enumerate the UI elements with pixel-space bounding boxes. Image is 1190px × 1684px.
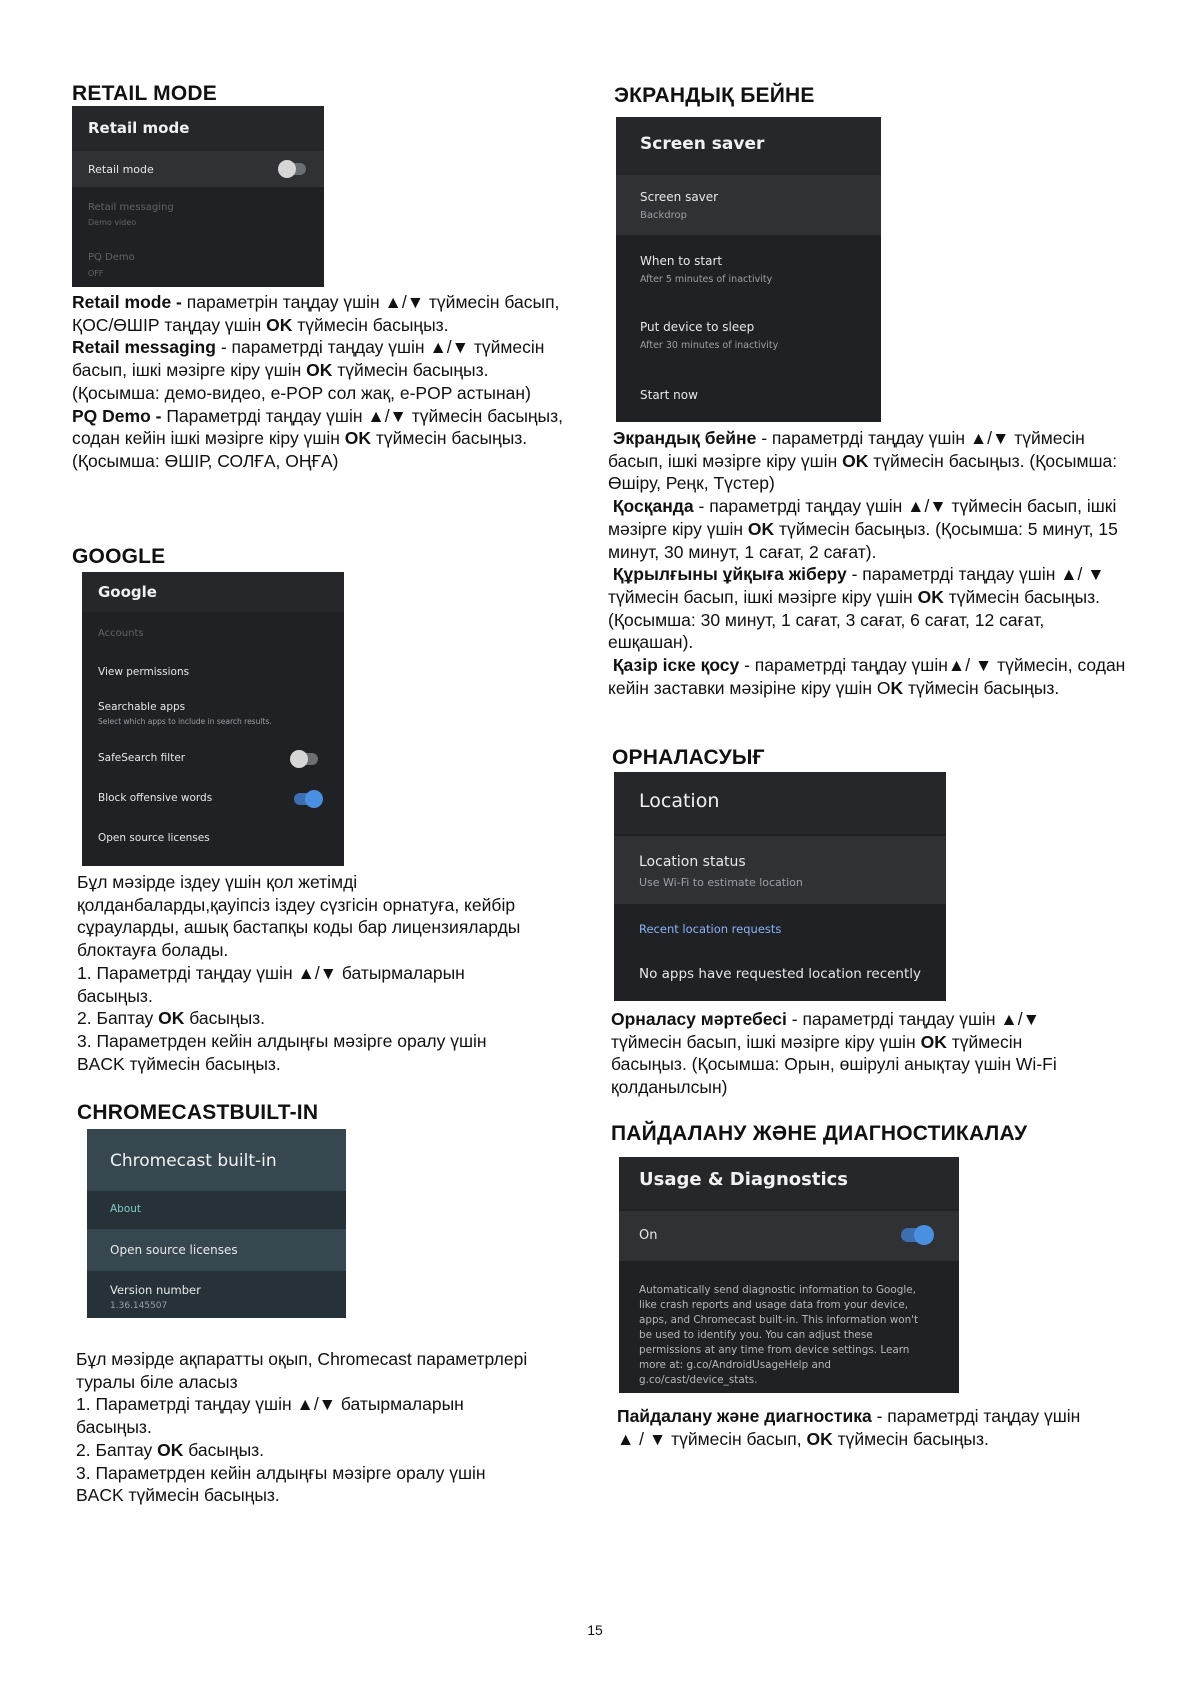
screen-saver-heading: ЭКРАНДЫҚ БЕЙНЕ — [614, 84, 815, 107]
panel-title: Screen saver — [616, 117, 881, 175]
block-words-toggle[interactable] — [294, 793, 320, 805]
usage-description-row — [619, 1277, 959, 1387]
when-to-start-row[interactable]: When to start After 5 minutes of inactivity — [640, 254, 773, 285]
usage-on-row[interactable]: On — [619, 1211, 959, 1261]
searchable-apps-row[interactable]: Searchable apps Select which apps to include in search results. — [98, 701, 272, 726]
open-source-licenses-row[interactable]: Open source licenses — [87, 1229, 346, 1271]
usage-heading: ПАЙДАЛАНУ ЖӘНЕ ДИАГНОСТИКАЛАУ — [611, 1122, 1028, 1145]
view-permissions-row[interactable]: View permissions — [98, 666, 190, 678]
usage-description: Пайдалану және диагностика - параметрді таңдау үшін ▲ / ▼ түймесін басып, OK түймесін басыңыз. — [617, 1406, 1081, 1449]
safesearch-row[interactable]: SafeSearch filter — [82, 740, 344, 776]
usage-description-text: Automatically send diagnostic information to Google, like crash reports and usage data from your device, apps, and Chromecast built-in. This information won't be used to identify you. You can adjust these permissions at any time from device settings. Learn more at: g.co/AndroidUsageHelp and g.co/cast/device_stats. — [639, 1284, 919, 1386]
retail-messaging-row[interactable]: Retail messaging Demo video — [88, 202, 174, 227]
retail-mode-row[interactable]: Retail mode — [72, 151, 324, 187]
retail-mode-toggle[interactable] — [280, 163, 306, 175]
usage-panel — [619, 1157, 959, 1393]
screen-saver-row[interactable]: Screen saver Backdrop — [616, 175, 881, 235]
retail-mode-description: Retail mode - параметрін таңдау үшін ▲/▼ түймесін басып, ҚОС/ӨШІР таңдау үшін OK түймесін басыңыз. Retail messaging - параметрді таңдау үшін ▲/▼ түймесін басып, ішкі мәзірге кіру үшін OK түймесін басыңыз. (Қосымша: демо-видео, e-POP сол жақ, e-POP астынан) PQ Demo - Параметрді таңдау үшін ▲/▼ түймесін басыңыз, содан кейін ішкі мәзірге кіру үшін OK түймесін басыңыз. (Қосымша: ӨШІР, СОЛҒА, ОҢҒА) — [72, 292, 564, 471]
panel-title: Location — [614, 772, 946, 834]
retail-mode-heading: RETAIL MODE — [72, 82, 217, 105]
location-description: Орналасу мәртебесі - параметрді таңдау үшін ▲/▼ түймесін басып, ішкі мәзірге кіру үшін OK түймесін басыңыз. (Қосымша: Орын, өшірулі анықтау үшін Wi-Fi қолданылсын) — [611, 1009, 1057, 1098]
screen-saver-panel — [616, 117, 881, 422]
location-heading: ОРНАЛАСУЫҒ — [612, 746, 765, 769]
put-device-to-sleep-row[interactable]: Put device to sleep After 30 minutes of inactivity — [640, 320, 779, 351]
recent-location-requests-row[interactable]: Recent location requests — [639, 922, 782, 936]
panel-title: Usage & Diagnostics — [619, 1157, 959, 1209]
retail-mode-panel — [72, 106, 324, 287]
chromecast-panel — [87, 1129, 346, 1318]
panel-title: Chromecast built-in — [87, 1129, 346, 1191]
page-number: 15 — [587, 1622, 603, 1638]
chromecast-heading: CHROMECASTBUILT-IN — [77, 1101, 319, 1124]
screen-saver-description: Экрандық бейне - параметрді таңдау үшін ▲/▼ түймесін басып, ішкі мәзірге кіру үшін OK түймесін басыңыз. (Қосымша: Өшіру, Реңк, Түстер) Қосқанда - параметрді таңдау үшін ▲/▼ түймесін басып, ішкі мәзірге кіру үшін OK түймесін басыңыз. (Қосымша: 5 минут, 15 минут, 30 минут, 1 сағат, 2 сағат). Құрылғыны ұйқыға жіберу - параметрді таңдау үшін ▲/ ▼ түймесін басып, ішкі мәзірге кіру үшін OK түймесін басыңыз. (Қосымша: 30 минут, 1 сағат, 3 сағат, 6 сағат, 12 сағат, ешқашан). Қазір іске қосу - параметрді таңдау үшін▲/ ▼ түймесін, содан кейін заставки мәзіріне кіру үшін ОK түймесін басыңыз. — [608, 428, 1126, 698]
about-row[interactable]: About — [87, 1191, 346, 1227]
accounts-row[interactable]: Accounts — [98, 628, 144, 639]
chromecast-description: Бұл мәзірде ақпаратты оқып, Chromecast параметрлері туралы біле аласыз 1. Параметрді таңдау үшін ▲/▼ батырмаларын басыңыз. 2. Баптау OK басыңыз. 3. Параметрден кейін алдыңғы мәзірге оралу үшін BACK түймесін басыңыз. — [76, 1349, 528, 1506]
panel-title: Google — [82, 572, 344, 612]
block-offensive-words-row[interactable]: Block offensive words — [82, 780, 344, 816]
safesearch-toggle[interactable] — [292, 753, 318, 765]
location-status-row[interactable]: Location status Use Wi-Fi to estimate location — [614, 836, 946, 904]
panel-title: Retail mode — [72, 106, 324, 151]
no-apps-row: No apps have requested location recently — [639, 966, 922, 982]
start-now-row[interactable]: Start now — [640, 388, 698, 402]
google-heading: GOOGLE — [72, 545, 166, 568]
google-description: Бұл мәзірде іздеу үшін қол жетімді қолданбаларды,қауіпсіз іздеу сүзгісін орнатуға, кейбір сұрауларды, ашық бастапқы коды бар лицензияларды блоктауға болады. 1. Параметрді таңдау үшін ▲/▼ батырмаларын басыңыз. 2. Баптау OK басыңыз. 3. Параметрден кейін алдыңғы мәзірге оралу үшін BACK түймесін басыңыз. — [77, 872, 521, 1074]
location-panel — [614, 772, 946, 1001]
version-number-row: Version number 1.36.145507 — [87, 1273, 346, 1318]
open-source-licenses-row[interactable]: Open source licenses — [98, 832, 210, 844]
usage-toggle[interactable] — [901, 1228, 931, 1242]
pq-demo-row[interactable]: PQ Demo OFF — [88, 252, 135, 278]
google-panel — [82, 572, 344, 866]
